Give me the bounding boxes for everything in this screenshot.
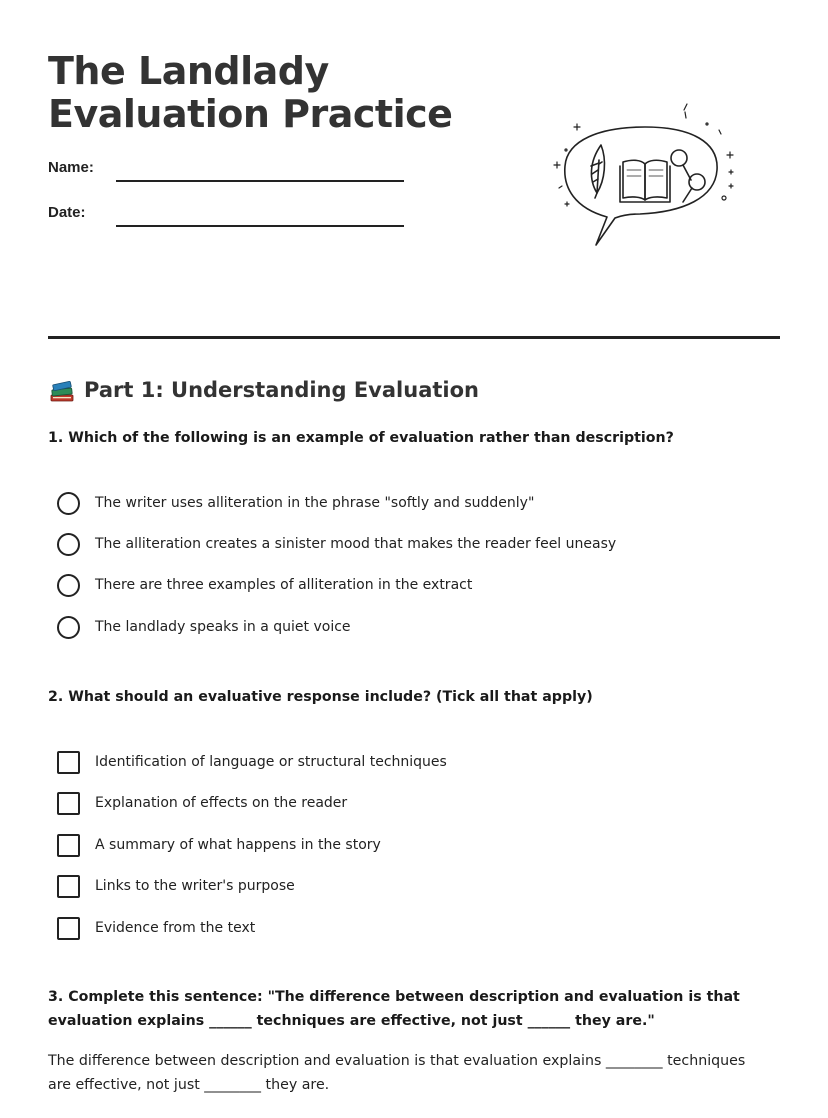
checkbox[interactable] xyxy=(57,834,80,857)
radio-button[interactable] xyxy=(57,574,80,597)
name-field[interactable] xyxy=(116,180,404,182)
q1-option[interactable] xyxy=(57,531,757,557)
q2-option[interactable] xyxy=(57,915,757,941)
section-heading xyxy=(48,374,479,406)
checkbox[interactable] xyxy=(57,792,80,815)
option-label: Evidence from the text xyxy=(95,920,256,936)
checkbox[interactable] xyxy=(57,751,80,774)
checkbox[interactable] xyxy=(57,875,80,898)
radio-button[interactable] xyxy=(57,492,80,515)
speech-bubble-icon xyxy=(565,127,717,245)
date-label: Date: xyxy=(48,204,86,221)
q1-option[interactable] xyxy=(57,490,757,516)
section-title: Part 1: Understanding Evaluation xyxy=(84,378,479,402)
name-label: Name: xyxy=(48,159,94,176)
option-label: The landlady speaks in a quiet voice xyxy=(95,619,351,635)
option-label: Links to the writer's purpose xyxy=(95,878,295,894)
book-icon xyxy=(620,160,670,202)
page-title: The Landlady Evaluation Practice xyxy=(48,49,453,136)
radio-button[interactable] xyxy=(57,533,80,556)
fill-in-answer[interactable]: The difference between description and evaluation is that evaluation explains ________ techniques are effective, not just ________ they are. xyxy=(48,1053,746,1093)
question-2: 2. What should an evaluative response include? (Tick all that apply) xyxy=(48,689,593,705)
question-1: 1. Which of the following is an example of evaluation rather than description? xyxy=(48,430,674,446)
option-label: Explanation of effects on the reader xyxy=(95,795,348,811)
option-label: There are three examples of alliteration in the extract xyxy=(95,577,473,593)
section-divider xyxy=(48,336,780,339)
q2-option[interactable] xyxy=(57,790,757,816)
name-field-row xyxy=(48,158,408,188)
option-label: The writer uses alliteration in the phrase "softly and suddenly" xyxy=(95,495,535,511)
checkbox[interactable] xyxy=(57,917,80,940)
speech-bubble-illustration xyxy=(545,100,745,250)
magnifying-glass-icon xyxy=(671,150,705,202)
q1-option[interactable] xyxy=(57,614,757,640)
q2-option[interactable] xyxy=(57,873,757,899)
radio-button[interactable] xyxy=(57,616,80,639)
option-label: The alliteration creates a sinister mood that makes the reader feel uneasy xyxy=(95,536,617,552)
sparkle-decorations xyxy=(554,104,733,206)
q2-option[interactable] xyxy=(57,749,757,775)
option-label: A summary of what happens in the story xyxy=(95,837,381,853)
q2-option[interactable] xyxy=(57,832,757,858)
date-field[interactable] xyxy=(116,225,404,227)
option-label: Identification of language or structural techniques xyxy=(95,754,447,770)
q1-option[interactable] xyxy=(57,572,757,598)
date-field-row xyxy=(48,203,408,233)
question-3: 3. Complete this sentence: "The difference between description and evaluation is that evaluation explains ______ techniques are effective, not just ______ they are." xyxy=(48,989,740,1029)
books-icon xyxy=(48,376,76,404)
quill-icon xyxy=(591,145,604,198)
